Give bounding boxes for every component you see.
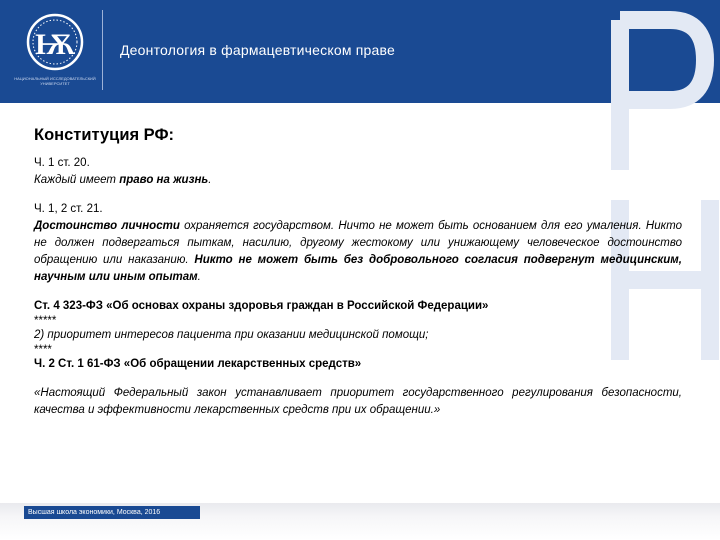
art20-pre: Каждый имеет (34, 174, 120, 186)
art20-text (34, 172, 682, 189)
art21-emphasis: Достоинство личности (34, 220, 180, 232)
art21-end: . (197, 271, 201, 283)
law323-item: 2) приоритет интересов пациента при оказании медицинской помощи; (34, 329, 429, 341)
stars-5: ***** (34, 315, 57, 327)
stars-4: **** (34, 344, 52, 356)
law323-title: Ст. 4 323-ФЗ «Об основах охраны здоровья граждан в Российской Федерации» (34, 300, 489, 312)
slide-title: Деонтология в фармацевтическом праве (120, 42, 395, 58)
section-heading: Конституция РФ: (34, 126, 175, 144)
art21-bold: Никто не может быть без добровольного согласия подвергнут медицинским, научным или иным опытам (34, 254, 682, 283)
art20-post: . (208, 174, 212, 186)
art20-emphasis: право на жизнь (119, 174, 209, 186)
law61-title: Ч. 2 Ст. 1 61-ФЗ «Об обращении лекарственных средств» (34, 358, 362, 370)
art20-ref: Ч. 1 ст. 20. (34, 157, 90, 169)
svg-text:Ѭ: Ѭ (34, 28, 76, 61)
art21-text (34, 218, 682, 286)
hse-logo (12, 6, 98, 98)
art21-body: охраняется государством. Ничто не может быть основанием для его умаления. Никто не должен подвергаться пыткам, насилию, другому жестокому или унижающему человеческое достоинство обращению или наказанию. (34, 220, 682, 266)
logo-caption: НАЦИОНАЛЬНЫЙ ИССЛЕДОВАТЕЛЬСКИЙ УНИВЕРСИТЕТ (14, 76, 96, 86)
footer-label: Высшая школа экономики, Москва, 2016 (24, 506, 200, 519)
header-divider (102, 10, 103, 90)
law61-quote: «Настоящий Федеральный закон устанавливает приоритет государственного регулирования безопасности, качества и эффективности лекарственных средств при их обращении.» (34, 387, 682, 416)
slide-content (34, 120, 682, 419)
art21-ref: Ч. 1, 2 ст. 21. (34, 203, 103, 215)
